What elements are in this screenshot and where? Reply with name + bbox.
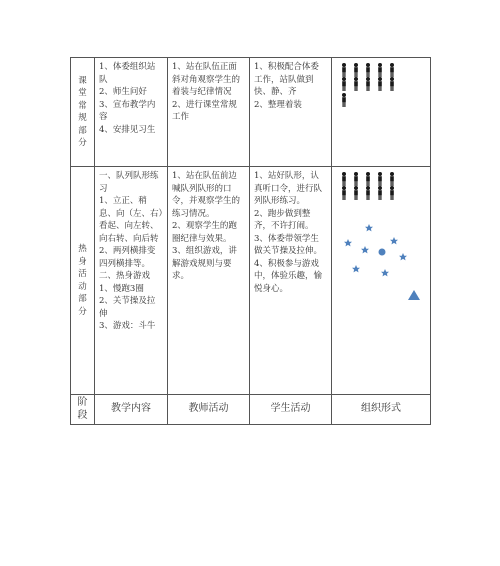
person-figure-icon — [342, 77, 346, 91]
header-stage: 阶 段 — [71, 395, 95, 425]
org-form-cell-warmup — [332, 167, 431, 395]
person-figure-icon — [390, 63, 394, 77]
person-figure-icon — [366, 63, 370, 77]
header-content: 教学内容 — [95, 395, 168, 425]
person-figure-icon — [354, 63, 358, 77]
teacher-cell: 1、站在队伍正面斜对角观察学生的着装与纪律情况 2、进行课堂常规工作 — [168, 58, 250, 167]
person-figure-icon — [390, 172, 394, 186]
header-student: 学生活动 — [250, 395, 332, 425]
star-icon — [381, 269, 389, 276]
table-row — [71, 167, 431, 395]
person-figure-icon — [342, 93, 346, 107]
header-row — [71, 395, 431, 425]
formation-diagram — [336, 61, 426, 161]
triangle-icon — [408, 290, 420, 300]
circle-icon — [379, 249, 386, 256]
person-figure-icon — [390, 186, 394, 200]
person-figure-icon — [366, 77, 370, 91]
lesson-plan-table — [70, 57, 431, 425]
person-figure-icon — [354, 186, 358, 200]
content-cell: 一、队列队形练习 1、立正、稍息、向（左、右）看起、向左转、向右转、向后转 2、两列横排变四列横排等。 二、热身游戏 1、慢跑3圈 2、关节操及拉伸 3、游戏：斗牛 — [95, 167, 168, 395]
star-icon — [361, 246, 369, 253]
teacher-cell: 1、站在队伍前边喊队列队形的口令，并观察学生的练习情况。 2、观察学生的跑圈纪律与效果。 3、组织游戏，讲解游戏规则与要求。 — [168, 167, 250, 395]
person-figure-icon — [342, 172, 346, 186]
person-figure-icon — [378, 186, 382, 200]
person-figure-icon — [342, 63, 346, 77]
formation-diagram — [336, 170, 426, 310]
person-figure-icon — [354, 172, 358, 186]
star-icon — [352, 265, 360, 272]
org-form-cell-routine — [332, 58, 431, 167]
person-figure-icon — [354, 77, 358, 91]
stage-cell-warmup: 热 身 活 动 部 分 — [71, 167, 95, 395]
header-org: 组织形式 — [332, 395, 431, 425]
stage-cell-routine: 课 堂 常 规 部 分 — [71, 58, 95, 167]
person-figure-icon — [342, 186, 346, 200]
person-figure-icon — [390, 77, 394, 91]
header-teacher: 教师活动 — [168, 395, 250, 425]
person-figure-icon — [366, 172, 370, 186]
star-icon — [390, 237, 398, 244]
student-cell: 1、站好队形，认真听口令，进行队列队形练习。 2、跑步做到整齐，不许打闹。 3、体委带领学生做关节操及拉伸。 4、积极参与游戏中，体验乐趣，愉悦身心。 — [250, 167, 332, 395]
star-icon — [344, 239, 352, 246]
student-cell: 1、积极配合体委工作，站队做到快、静、齐 2、整理着装 — [250, 58, 332, 167]
star-icon — [399, 253, 407, 260]
person-figure-icon — [378, 77, 382, 91]
person-figure-icon — [366, 186, 370, 200]
star-icon — [365, 224, 373, 231]
person-figure-icon — [378, 63, 382, 77]
person-figure-icon — [378, 172, 382, 186]
content-cell: 1、体委组织站队 2、师生问好 3、宣布教学内容 4、安排见习生 — [95, 58, 168, 167]
table-row — [71, 58, 431, 167]
